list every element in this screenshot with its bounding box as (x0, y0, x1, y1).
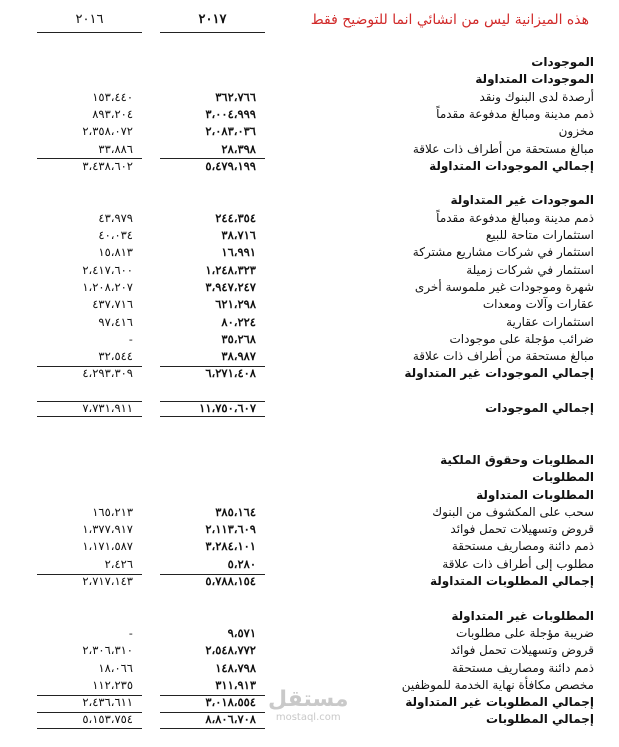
subtotal-rule (37, 712, 142, 713)
row-label: المطلوبات (532, 470, 594, 485)
value-2017: ٢٤٤،٣٥٤ (215, 210, 256, 225)
value-2016: ١١٢،٢٣٥ (92, 677, 133, 692)
value-2017: ٢،٠٨٣،٠٣٦ (205, 124, 256, 139)
row-label: قروض وتسهيلات تحمل فوائد (450, 643, 594, 658)
subtotal-rule (37, 574, 142, 575)
statement-row (0, 504, 619, 521)
final-rule (160, 728, 265, 729)
row-label: المطلوبات وحقوق الملكية (440, 452, 594, 467)
value-2017: ٣٨،٩٨٧ (221, 349, 256, 364)
final-rule (37, 728, 142, 729)
row-label: الموجودات (531, 55, 594, 69)
value-2017: ٥،٤٧٩،١٩٩ (205, 158, 256, 173)
value-2016: ٢،٣٥٨،٠٧٢ (82, 124, 133, 139)
subtotal-rule (37, 366, 142, 367)
value-2017: ٢٨،٣٩٨ (221, 141, 256, 156)
row-label: أرصدة لدى البنوك ونقد (479, 89, 594, 104)
value-2017: ٨٠،٢٢٤ (221, 314, 256, 329)
statement-row (0, 642, 619, 659)
value-2017: ٢،١١٣،٦٠٩ (205, 522, 256, 537)
statement-row (0, 487, 619, 504)
subtotal-rule (160, 574, 265, 575)
value-2016: ١٥،٨١٣ (98, 245, 133, 260)
value-2017: ١،٢٤٨،٣٢٣ (205, 262, 256, 277)
row-label: الموجودات غير المتداولة (450, 193, 594, 208)
value-2016: ١،٣٧٧،٩١٧ (82, 522, 133, 537)
value-2017: ٥،٢٨٠ (227, 556, 256, 571)
value-2016: ٩٧،٤١٦ (98, 314, 133, 329)
value-2016: ٢،٧١٧،١٤٣ (82, 574, 133, 588)
value-2017: ٣،٢٨٤،١٠١ (205, 539, 256, 554)
statement-row (0, 590, 619, 607)
subtotal-rule (160, 401, 265, 402)
watermark (268, 688, 348, 723)
statement-row (0, 521, 619, 538)
value-2017: ١٤٨،٧٩٨ (215, 660, 256, 675)
row-label: الموجودات المتداولة (475, 72, 594, 87)
statement-row (0, 175, 619, 192)
value-2017: ٥،٧٨٨،١٥٤ (205, 574, 256, 588)
row-label: استثمارات عقارية (506, 314, 594, 329)
statement-row (0, 331, 619, 348)
row-label: إجمالي المطلوبات (486, 712, 594, 727)
row-label: ضرائب مؤجلة على موجودات (449, 331, 594, 346)
value-2016: ٣٢،٥٤٤ (98, 349, 133, 364)
row-label: شهرة وموجودات غير ملموسة أخرى (414, 279, 594, 294)
statement-row (0, 383, 619, 400)
value-2017: ٣،٠٠٤،٩٩٩ (205, 106, 256, 121)
statement-row (0, 123, 619, 140)
value-2017: ٦٢١،٢٩٨ (215, 297, 256, 312)
value-2017: ٢،٥٤٨،٧٧٢ (205, 643, 256, 658)
row-label: مبالغ مستحقة من أطراف ذات علاقة (412, 349, 594, 364)
value-2016: ١،١٧١،٥٨٧ (82, 539, 133, 554)
watermark-latin: mostaql.com (275, 712, 341, 723)
row-label: استثمارات متاحة للبيع (485, 228, 594, 242)
row-label: ضريبة مؤجلة على مطلوبات (456, 625, 594, 640)
value-2016: ٧،٧٣١،٩١١ (82, 401, 133, 415)
value-2017: ١٦،٩٩١ (221, 245, 256, 260)
value-2016: ٣،٤٣٨،٦٠٢ (82, 158, 133, 173)
row-label: ذمم دائنة ومصاريف مستحقة (451, 660, 594, 675)
value-2016: ٥،١٥٣،٧٥٤ (82, 712, 133, 727)
value-2017: ٣٨،٧١٦ (221, 228, 256, 242)
value-2016: ٢،٤٢٦ (104, 556, 133, 571)
row-label: استثمار في شركات زميلة (466, 262, 594, 277)
statement-row (0, 210, 619, 227)
statement-row (0, 365, 619, 382)
row-label: المطلوبات المتداولة (476, 487, 594, 502)
statement-row (0, 296, 619, 313)
statement-row (0, 89, 619, 106)
value-2016: ٤،٢٩٣،٣٠٩ (82, 366, 133, 381)
value-2017: ٨،٨٠٦،٧٠٨ (205, 712, 256, 727)
row-label: مخزون (558, 124, 594, 139)
value-2016: ٨٩٣،٢٠٤ (92, 106, 133, 121)
value-2017: ٣،٠١٨،٥٥٤ (205, 695, 256, 710)
value-2016: ٤٠،٠٣٤ (98, 228, 133, 242)
statement-row (0, 227, 619, 244)
statement-row (0, 141, 619, 158)
watermark-arabic: مستقل (268, 687, 349, 712)
row-label: إجمالي الموجودات (485, 401, 594, 415)
statement-row (0, 279, 619, 296)
subtotal-rule (37, 695, 142, 696)
statement-row (0, 106, 619, 123)
value-2016: ٢،٣٠٦،٣١٠ (82, 643, 133, 658)
subtotal-rule (160, 158, 265, 159)
statement-row (0, 348, 619, 365)
statement-row (0, 625, 619, 642)
statement-row (0, 400, 619, 417)
row-label: إجمالي الموجودات غير المتداولة (404, 366, 594, 381)
row-label: قروض وتسهيلات تحمل فوائد (450, 522, 594, 537)
statement-row (0, 452, 619, 469)
statement-row (0, 573, 619, 590)
row-label: إجمالي المطلوبات غير المتداولة (405, 695, 594, 710)
value-2016: ٢،٤٣٦،٦١١ (82, 695, 133, 710)
statement-row (0, 314, 619, 331)
value-2017: ٦،٢٧١،٤٠٨ (205, 366, 256, 381)
statement-row (0, 538, 619, 555)
row-label: استثمار في شركات مشاريع مشتركة (412, 245, 594, 260)
row-label: إجمالي المطلوبات المتداولة (429, 574, 594, 588)
statement-row (0, 660, 619, 677)
statement-row (0, 244, 619, 261)
row-label: ذمم دائنة ومصاريف مستحقة (451, 539, 594, 554)
subtotal-rule (160, 695, 265, 696)
row-label: مخصص مكافأة نهاية الخدمة للموظفين (401, 677, 594, 692)
statement-row (0, 556, 619, 573)
value-2016: ١٨،٠٦٦ (98, 660, 133, 675)
disclaimer-note: هذه الميزانية ليس من انشائي انما للتوضيح فقط (310, 12, 589, 28)
value-2017: ٩،٥٧١ (227, 625, 256, 640)
value-2017: ٣،٩٤٧،٢٤٧ (205, 279, 256, 294)
row-label: إجمالي الموجودات المتداولة (429, 158, 594, 173)
year-2016-header: ٢٠١٦ (75, 12, 104, 27)
subtotal-rule (37, 158, 142, 159)
value-2017: ٣٥،٢٦٨ (221, 331, 256, 346)
value-2016: ١٥٣،٤٤٠ (92, 89, 133, 104)
statement-row (0, 71, 619, 88)
subtotal-rule (160, 712, 265, 713)
row-label: مبالغ مستحقة من أطراف ذات علاقة (412, 141, 594, 156)
header-underline-2016 (37, 32, 142, 33)
statement-row (0, 192, 619, 209)
statement-row (0, 417, 619, 434)
statement-row (0, 608, 619, 625)
statement-row (0, 262, 619, 279)
value-2016: - (128, 625, 133, 640)
value-2016: ٣٣،٨٨٦ (98, 141, 133, 156)
statement-row (0, 54, 619, 71)
value-2017: ١١،٧٥٠،٦٠٧ (199, 401, 256, 415)
statement-row (0, 435, 619, 452)
value-2016: ١،٢٠٨،٢٠٧ (82, 279, 133, 294)
row-label: المطلوبات غير المتداولة (451, 608, 594, 623)
statement-row (0, 469, 619, 486)
value-2017: ٣٦٢،٧٦٦ (215, 89, 256, 104)
row-label: ذمم مدينة ومبالغ مدفوعة مقدماً (436, 210, 594, 225)
row-label: مطلوب إلى أطراف ذات علاقة (442, 556, 594, 571)
statement-row (0, 158, 619, 175)
value-2017: ٣٨٥،١٦٤ (215, 504, 256, 519)
value-2016: ٢،٤١٧،٦٠٠ (82, 262, 133, 277)
year-2017-header: ٢٠١٧ (198, 12, 227, 27)
value-2017: ٣١١،٩١٣ (215, 677, 256, 692)
subtotal-rule (160, 366, 265, 367)
value-2016: ٤٣،٩٧٩ (98, 210, 133, 225)
value-2016: ٤٣٧،٧١٦ (92, 297, 133, 312)
value-2016: - (128, 331, 133, 346)
header-underline-2017 (160, 32, 265, 33)
row-label: عقارات وآلات ومعدات (482, 297, 594, 312)
row-label: سحب على المكشوف من البنوك (432, 504, 594, 519)
value-2016: ١٦٥،٢١٣ (92, 504, 133, 519)
row-label: ذمم مدينة ومبالغ مدفوعة مقدماً (436, 106, 594, 121)
subtotal-rule (37, 401, 142, 402)
